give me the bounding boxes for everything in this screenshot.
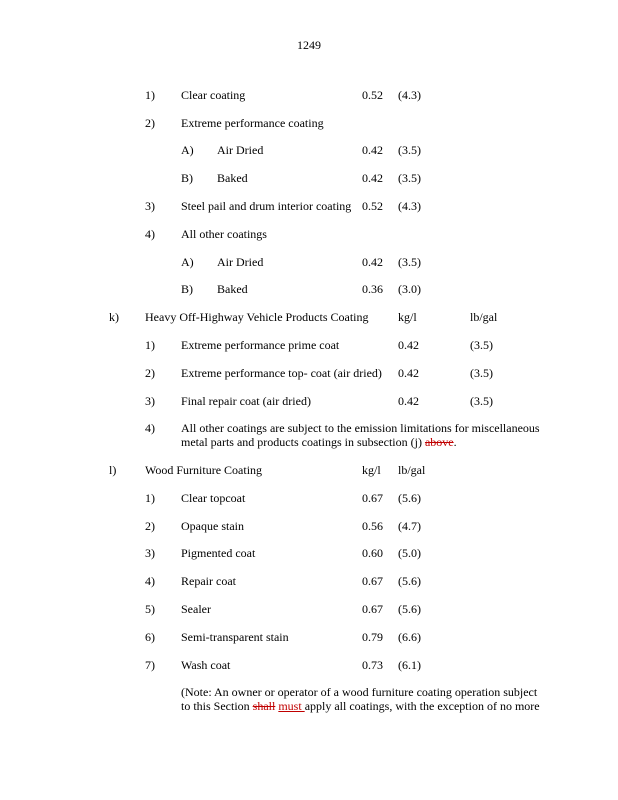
limit-kg: 0.79 <box>362 630 383 644</box>
limit-lb: (3.0) <box>398 282 421 296</box>
text-segment: . <box>453 435 457 449</box>
item-label: Extreme performance prime coat <box>181 338 340 352</box>
section-letter: l) <box>109 463 117 477</box>
item-number: 2) <box>145 366 155 380</box>
inserted-text: must <box>278 699 305 713</box>
item-label: Pigmented coat <box>181 546 256 560</box>
unit-kg-header: kg/l <box>398 310 417 324</box>
page-number: 1249 <box>297 38 321 52</box>
limit-kg: 0.42 <box>362 143 383 157</box>
limit-lb: (4.3) <box>398 199 421 213</box>
text-segment: apply all coatings, with the exception of no more <box>304 699 540 713</box>
item-label: Clear coating <box>181 88 246 102</box>
text-segment: to this Section <box>181 699 253 713</box>
deleted-text: shall <box>252 699 276 713</box>
item-label: Final repair coat (air dried) <box>181 394 311 408</box>
section-title: Wood Furniture Coating <box>145 463 263 477</box>
item-number: 3) <box>145 394 155 408</box>
limit-kg: 0.73 <box>362 658 383 672</box>
item-label: Baked <box>217 171 248 185</box>
limit-kg: 0.52 <box>362 88 383 102</box>
note-line: (Note: An owner or operator of a wood furniture coating operation subject <box>181 685 538 699</box>
item-number: 7) <box>145 658 155 672</box>
limit-kg: 0.56 <box>362 519 383 533</box>
item-number: 6) <box>145 630 155 644</box>
limit-lb: (3.5) <box>470 394 493 408</box>
item-label: Repair coat <box>181 574 236 588</box>
item-number: 1) <box>145 338 155 352</box>
limit-kg: 0.42 <box>362 171 383 185</box>
item-number: B) <box>181 171 193 185</box>
note-line <box>181 699 540 713</box>
item-label: Wash coat <box>181 658 231 672</box>
item-number: 5) <box>145 602 155 616</box>
limit-kg: 0.42 <box>398 394 419 408</box>
item-number: 1) <box>145 491 155 505</box>
item-label: All other coatings <box>181 227 267 241</box>
limit-lb: (4.3) <box>398 88 421 102</box>
item-label: Clear topcoat <box>181 491 246 505</box>
item-label: Semi-transparent stain <box>181 630 289 644</box>
item-number: 4) <box>145 574 155 588</box>
section-title: Heavy Off-Highway Vehicle Products Coating <box>145 310 369 324</box>
limit-kg: 0.42 <box>362 255 383 269</box>
item-label: Opaque stain <box>181 519 244 533</box>
item-number: 3) <box>145 199 155 213</box>
limit-lb: (3.5) <box>470 366 493 380</box>
limit-lb: (3.5) <box>398 171 421 185</box>
limit-lb: (3.5) <box>470 338 493 352</box>
item-number: B) <box>181 282 193 296</box>
unit-kg-header: kg/l <box>362 463 381 477</box>
limit-kg: 0.36 <box>362 282 383 296</box>
item-label: Sealer <box>181 602 211 616</box>
item-label: Extreme performance coating <box>181 116 324 130</box>
limit-lb: (6.1) <box>398 658 421 672</box>
limit-lb: (4.7) <box>398 519 421 533</box>
item-label: Steel pail and drum interior coating <box>181 199 352 213</box>
item-number: 4) <box>145 421 155 435</box>
limit-kg: 0.42 <box>398 338 419 352</box>
deleted-text: above <box>424 435 454 449</box>
text-segment: metal parts and products coatings in subsection (j) <box>181 435 425 449</box>
limit-kg: 0.60 <box>362 546 383 560</box>
limit-kg: 0.67 <box>362 602 383 616</box>
item-text-line: All other coatings are subject to the emission limitations for miscellaneous <box>181 421 540 435</box>
item-label: Baked <box>217 282 248 296</box>
limit-kg: 0.52 <box>362 199 383 213</box>
limit-kg: 0.67 <box>362 491 383 505</box>
item-number: 3) <box>145 546 155 560</box>
item-label: Extreme performance top- coat (air dried) <box>181 366 382 380</box>
limit-lb: (5.6) <box>398 602 421 616</box>
limit-lb: (5.6) <box>398 491 421 505</box>
limit-kg: 0.42 <box>398 366 419 380</box>
item-label: Air Dried <box>217 255 264 269</box>
item-number: A) <box>181 255 194 269</box>
item-number: 4) <box>145 227 155 241</box>
limit-lb: (3.5) <box>398 255 421 269</box>
limit-lb: (5.0) <box>398 546 421 560</box>
limit-kg: 0.67 <box>362 574 383 588</box>
limit-lb: (6.6) <box>398 630 421 644</box>
limit-lb: (5.6) <box>398 574 421 588</box>
unit-lb-header: lb/gal <box>398 463 426 477</box>
item-text-line <box>181 435 457 449</box>
limit-lb: (3.5) <box>398 143 421 157</box>
item-number: A) <box>181 143 194 157</box>
section-letter: k) <box>109 310 119 324</box>
unit-lb-header: lb/gal <box>470 310 498 324</box>
item-number: 2) <box>145 116 155 130</box>
item-label: Air Dried <box>217 143 264 157</box>
item-number: 2) <box>145 519 155 533</box>
item-number: 1) <box>145 88 155 102</box>
